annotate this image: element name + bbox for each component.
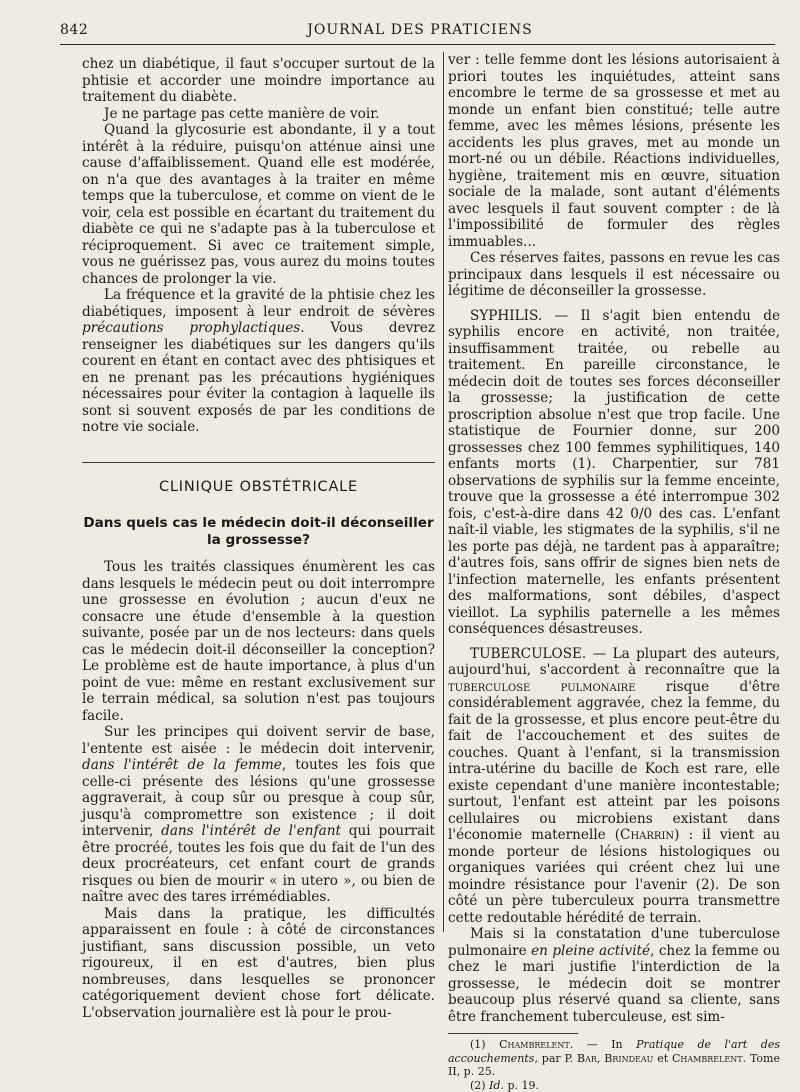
footnote bbox=[448, 1038, 780, 1079]
italic-run: dans l'intérêt de la femme bbox=[82, 757, 282, 773]
column-divider bbox=[443, 52, 444, 932]
text-run: , par P. bbox=[534, 1052, 577, 1065]
text-run: p. 19. bbox=[504, 1079, 539, 1092]
text-run: . Vous devrez renseigner les diabétiques sur les dangers qu'ils courent en étant en contact avec des phtisiques et en ne prenant pas les précautions hygiéniques nécessaires pour éviter la contagion à laquelle ils sont si souvent exposés de par les conditions de notre vie sociale. bbox=[82, 320, 435, 435]
italic-run: Pratique de l'art des accouchements bbox=[448, 1038, 780, 1065]
paragraph: Quand la glycosurie est abondante, il y a tout intérêt à la réduire, puisqu'on atténue ainsi une cause d'affaiblissement. Quand elle est modérée, on n'a que des avantages à la traiter en même temps que la tuberculose, et comme on vient de le voir, cela est possible en écartant du traitement du diabète ce qui ne s'adapte pas à la tuberculose et réciproquement. Si avec ce traitement simple, vous ne guérissez pas, vous aurez du moins toutes chances de prolonger la vie. bbox=[82, 122, 435, 287]
right-column bbox=[448, 52, 780, 1092]
page-number: 842 bbox=[60, 22, 88, 38]
small-caps-run: Bar bbox=[577, 1052, 597, 1065]
paragraph: Ces réserves faites, passons en revue les cas principaux dans lesquels il est nécessaire ou légitime de déconseiller la grossesse. bbox=[448, 250, 780, 300]
text-run: qui pourrait être procréé, toutes les fois que du fait de l'un des deux procréateurs, cet enfant court de grands risques ou bien de mourir « in utero », ou bien de naître avec des tares irrémédiables. bbox=[82, 823, 435, 905]
text-run: (1) bbox=[470, 1038, 499, 1051]
text-run: — La plupart des auteurs, aujourd'hui, s'accordent à reconnaître que la bbox=[448, 646, 780, 679]
paragraph bbox=[82, 287, 435, 436]
small-caps-run: Chambrelent bbox=[499, 1038, 570, 1051]
paragraph bbox=[448, 308, 780, 638]
text-run: (2) bbox=[470, 1079, 489, 1092]
italic-run: en pleine activité bbox=[531, 943, 650, 959]
italic-run: précautions prophylactiques bbox=[82, 320, 300, 336]
paragraph: ver : telle femme dont les lésions autorisaient à priori toutes les inquiétudes, atteint sans encombre le terme de sa grossesse et met au monde un enfant bien constitué; telle autre femme, avec les mêmes lésions, présente les accidents les plus graves, met au monde un mort-né ou un débile. Réactions individuelles, hygiène, traitement mis en œuvre, situation sociale de la malade, sont autant d'éléments avec lesquels il faut souvent compter : de là l'impossibilité de formuler des règles immuables... bbox=[448, 52, 780, 250]
small-caps-run: Chambrelent bbox=[672, 1052, 743, 1065]
header-rule bbox=[60, 44, 775, 45]
article-title-line: la grossesse? bbox=[82, 532, 435, 549]
footnote bbox=[448, 1079, 780, 1092]
text-run: . Tome II, p. 25. bbox=[448, 1052, 780, 1079]
text-run: , bbox=[597, 1052, 604, 1065]
text-run: . — In bbox=[570, 1038, 636, 1051]
small-caps-run: tuberculose pulmonaire bbox=[448, 679, 636, 695]
text-run: ) : il vient au monde porteur de lésions histologiques ou organiques variées qui créent chez lui une moindre résistance pour l'avenir (2). De son côté un père tuberculeux pourra transmettre cette redoutable hérédité de terrain. bbox=[448, 827, 780, 926]
paragraph: Je ne partage pas cette manière de voir. bbox=[82, 106, 435, 123]
section-lead: TUBERCULOSE. bbox=[470, 646, 586, 662]
text-run: Mais si la constatation d'une tuberculose pulmonaire bbox=[448, 926, 780, 959]
small-caps-run: Brindeau bbox=[604, 1052, 653, 1065]
page-header bbox=[60, 18, 780, 42]
paragraph: chez un diabétique, il faut s'occuper surtout de la phtisie et accorder une moindre importance au traitement du diabète. bbox=[82, 56, 435, 106]
paragraph bbox=[448, 926, 780, 1025]
text-run: Sur les principes qui doivent servir de base, l'entente est aisée : le médecin doit intervenir, bbox=[82, 724, 435, 757]
article-title-line: Dans quels cas le médecin doit-il déconseiller bbox=[82, 515, 435, 532]
left-column bbox=[82, 56, 435, 1021]
paragraph bbox=[82, 724, 435, 906]
paragraph: Tous les traités classiques énumèrent les cas dans lesquels le médecin peut ou doit interrompre une grossesse en évolution ; aucun d'eux ne consacre une étude d'ensemble à la question suivante, posée par un de nos lecteurs: dans quels cas le médecin doit-il déconseiller la conception? Le problème est de haute importance, à plus d'un point de vue: même en restant exclusivement sur le terrain médical, sa solution n'est pas toujours facile. bbox=[82, 559, 435, 724]
small-caps-run: Charrin bbox=[620, 827, 674, 843]
article-title bbox=[82, 515, 435, 549]
text-run: et bbox=[653, 1052, 672, 1065]
italic-run: Id. bbox=[489, 1079, 504, 1092]
footnote-rule bbox=[448, 1033, 578, 1034]
paragraph bbox=[448, 646, 780, 927]
section-title: CLINIQUE OBSTÉTRICALE bbox=[82, 462, 435, 496]
text-run: , toutes les fois que celle-ci présente des lésions qu'une grossesse aggraverait, à coup sûr ou presque à coup sûr, jusqu'à compromettre son existence ; il doit intervenir, bbox=[82, 757, 435, 839]
journal-title: JOURNAL DES PRATICIENS bbox=[60, 22, 780, 38]
text-run: — Il s'agit bien entendu de syphilis encore en activité, non traitée, insuffisamment traitée, ou rebelle au traitement. En pareille circonstance, le médecin doit de toutes ses forces déconseiller la grossesse; la justification de cette proscription absolue n'est que trop facile. Une statistique de Fournier donne, sur 200 grossesses chez 100 femmes syphilitiques, 140 enfants morts (1). Charpentier, sur 781 observations de syphilis sur la femme enceinte, trouve que la grossesse a été interrompue 302 fois, c'est-à-dire dans 42 0/0 des cas. L'enfant naît-il viable, les stigmates de la syphilis, s'il ne les porte pas déjà, ne tardent pas à apparaître; d'autres fois, sans offrir de signes bien nets de l'infection maternelle, les enfants présentent des malformations, sont débiles, d'aspect vieillot. La syphilis paternelle a les mêmes conséquences désastreuses. bbox=[448, 308, 780, 638]
italic-run: dans l'intérêt de l'enfant bbox=[161, 823, 341, 839]
section-lead: SYPHILIS. bbox=[470, 308, 542, 324]
paragraph: Mais dans la pratique, les difficultés apparaissent en foule : à côté de circonstances justifiant, sans discussion possible, un veto rigoureux, il en est d'autres, bien plus nombreuses, dans lesquelles se prononcer catégoriquement devient chose fort délicate. L'observation journalière est là pour le prou- bbox=[82, 906, 435, 1022]
text-run: La fréquence et la gravité de la phtisie chez les diabétiques, imposent à leur endroit de sévères bbox=[82, 287, 435, 320]
text-run: , chez la femme ou chez le mari justifie l'interdiction de la grossesse, le médecin doit se montrer beaucoup plus réservé quand sa cliente, sans être franchement tuberculeuse, est sim- bbox=[448, 943, 780, 1025]
text-run: risque d'être considérablement aggravée, chez la femme, du fait de la grossesse, et plus encore peut-être du fait de l'accouchement et des suites de couches. Quant à l'enfant, si la transmission intra-utérine du bacille de Koch est rare, elle existe cependant d'une manière incontestable; surtout, l'enfant est atteint par les poisons cellulaires ou microbiens existant dans l'économie maternelle ( bbox=[448, 679, 780, 844]
